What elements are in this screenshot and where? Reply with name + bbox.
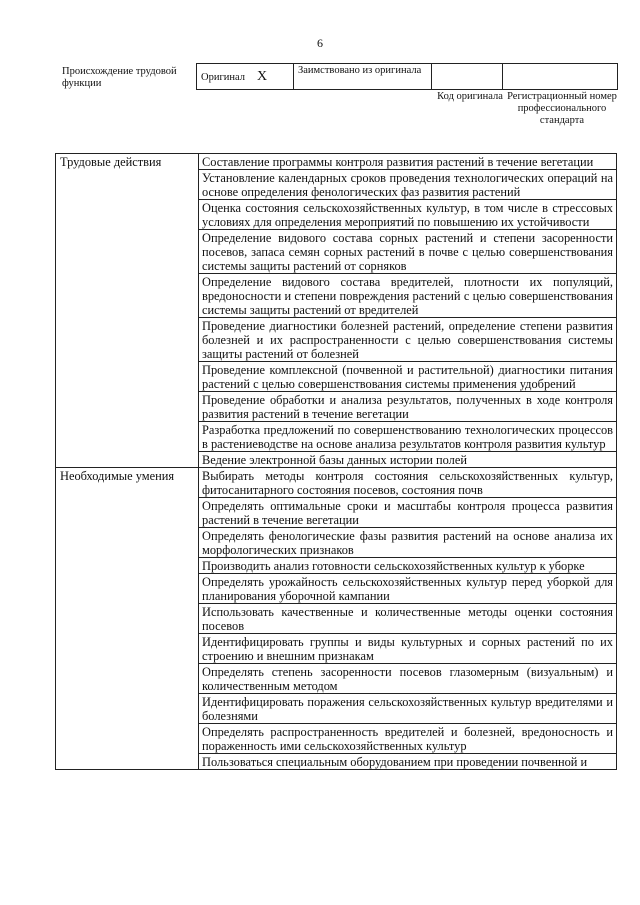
section-title: Необходимые умения	[56, 468, 199, 770]
table-cell: Использовать качественные и количественные методы оценки состояния посевов	[199, 604, 617, 634]
table-cell: Идентифицировать поражения сельскохозяйственных культур вредителями и болезнями	[199, 694, 617, 724]
table-cell: Ведение электронной базы данных истории полей	[199, 452, 617, 468]
table-cell: Определять урожайность сельскохозяйственных культур перед уборкой для планирования уборочной кампании	[199, 574, 617, 604]
table-cell: Оценка состояния сельскохозяйственных культур, в том числе в стрессовых условиях для определения мероприятий по повышению их устойчивости	[199, 200, 617, 230]
table-cell: Определять оптимальные сроки и масштабы контроля процесса развития растений в течение вегетации	[199, 498, 617, 528]
table-cell: Проведение комплексной (почвенной и растительной) диагностики питания растений с целью совершенствования системы применения удобрений	[199, 362, 617, 392]
table-row	[56, 154, 617, 170]
origin-label: Происхождение трудовой функции	[62, 66, 177, 89]
origin-table	[196, 63, 618, 90]
functions-table	[55, 153, 617, 770]
code-cell	[432, 64, 503, 90]
code-caption: Код оригинала	[437, 91, 503, 102]
table-cell: Разработка предложений по совершенствованию технологических процессов в растениеводстве на основе анализа результатов контроля развития культур	[199, 422, 617, 452]
borrowed-cell: Заимствовано из оригинала	[294, 64, 432, 90]
table-cell: Составление программы контроля развития растений в течение вегетации	[199, 154, 617, 170]
page-number: 6	[317, 36, 323, 50]
original-label: Оригинал	[201, 71, 245, 83]
table-cell: Проведение обработки и анализа результатов, полученных в ходе контроля развития растений в течение вегетации	[199, 392, 617, 422]
reg-caption: Регистрационный номер профессионального стандарта	[507, 91, 617, 126]
table-cell: Пользоваться специальным оборудованием при проведении почвенной и	[199, 754, 617, 770]
original-cell	[197, 64, 294, 90]
table-cell: Определять фенологические фазы развития растений на основе анализа их морфологических признаков	[199, 528, 617, 558]
table-cell: Выбирать методы контроля состояния сельскохозяйственных культур, фитосанитарного состояния посевов, состояния почв	[199, 468, 617, 498]
reg-number-cell	[503, 64, 618, 90]
original-mark: X	[257, 68, 268, 84]
table-cell: Определять распространенность вредителей и болезней, вредоносность и пораженность ими сельскохозяйственных культур	[199, 724, 617, 754]
table-cell: Определение видового состава вредителей, плотности их популяций, вредоносности и степени повреждения растений с целью совершенствования системы защиты растений от вредителей	[199, 274, 617, 318]
table-cell: Проведение диагностики болезней растений, определение степени развития болезней и их распространенности с целью совершенствования системы защиты растений от болезней	[199, 318, 617, 362]
table-cell: Производить анализ готовности сельскохозяйственных культур к уборке	[199, 558, 617, 574]
table-row	[56, 468, 617, 498]
table-cell: Определение видового состава сорных растений и степени засоренности посевов, запаса семян сорных растений в почве с целью совершенствования системы защиты растений от сорняков	[199, 230, 617, 274]
table-cell: Установление календарных сроков проведения технологических операций на основе определения фенологических фаз развития растений	[199, 170, 617, 200]
table-cell: Определять степень засоренности посевов глазомерным (визуальным) и количественным методом	[199, 664, 617, 694]
table-cell: Идентифицировать группы и виды культурных и сорных растений по их строению и внешним признакам	[199, 634, 617, 664]
section-title: Трудовые действия	[56, 154, 199, 468]
